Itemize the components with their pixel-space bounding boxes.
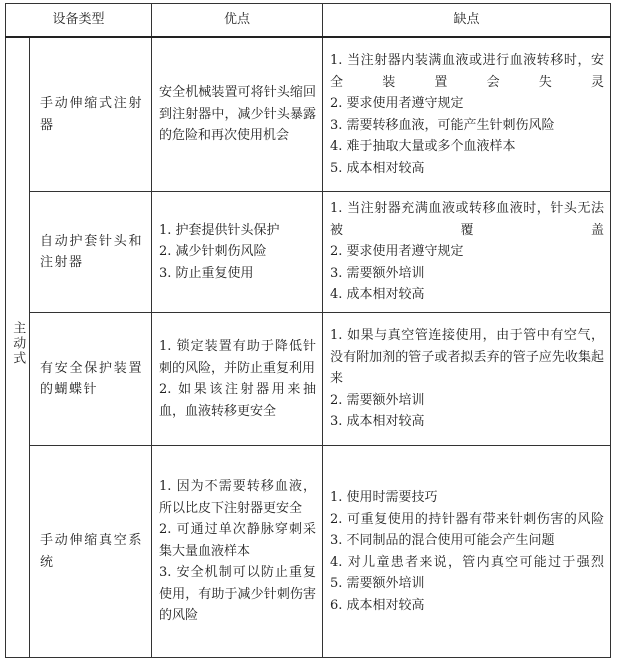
advantages-cell <box>152 313 323 446</box>
disadvantage-item: 3. 需要额外培训 <box>330 265 425 281</box>
header-advantages: 优点 <box>152 4 323 38</box>
advantage-item: 2. 减少针刺伤风险 <box>159 244 267 260</box>
disadvantages-cell <box>323 313 611 446</box>
disadvantage-item: 2. 要求使用者遵守规定 <box>330 244 464 260</box>
disadvantage-item: 5. 需要额外培训 <box>330 576 425 591</box>
table-body <box>6 37 611 658</box>
disadvantage-item: 4. 对儿童患者来说，管内真空可能过于强烈 <box>330 554 605 570</box>
device-name: 自动护套针头和注射器 <box>40 233 144 270</box>
disadvantages-cell <box>323 37 611 192</box>
disadvantage-item: 1. 当注射器充满血液或转移血液时，针头无法被覆盖 <box>330 201 605 238</box>
disadvantage-item: 1. 如果与真空管连接使用，由于管中有空气，没有附加剂的管子或者拟丢弃的管子应先收集起来 <box>330 328 605 387</box>
device-name-cell <box>30 446 152 658</box>
device-name-cell <box>30 37 152 192</box>
header-disadvantages: 缺点 <box>323 4 611 38</box>
disadvantage-item: 3. 需要转移血液，可能产生针刺伤风险 <box>330 117 555 133</box>
device-name: 手动伸缩真空系统 <box>40 533 144 570</box>
table-row <box>6 37 611 192</box>
disadvantage-item: 3. 不同制品的混合使用可能会产生问题 <box>330 533 555 548</box>
header-row <box>6 4 611 38</box>
disadvantage-item: 1. 使用时需要技巧 <box>330 490 438 505</box>
disadvantage-item: 5. 成本相对较高 <box>330 160 425 176</box>
disadvantage-item: 4. 难于抽取大量或多个血液样本 <box>330 139 516 154</box>
advantage-item: 安全机械装置可将针头缩回到注射器中，减少针头暴露的危险和再次使用机会 <box>159 85 317 144</box>
advantage-item: 1. 护套提供针头保护 <box>159 222 280 238</box>
disadvantage-item: 1. 当注射器内装满血液或进行血液转移时，安全装置会失灵 <box>330 53 605 90</box>
disadvantage-item: 2. 需要额外培训 <box>330 392 425 408</box>
disadvantages-cell <box>323 446 611 658</box>
table-row <box>6 313 611 446</box>
disadvantage-item: 6. 成本相对较高 <box>330 597 425 613</box>
table-row <box>6 446 611 658</box>
device-name-cell <box>30 192 152 313</box>
disadvantage-item: 2. 要求使用者遵守规定 <box>330 96 464 111</box>
advantages-cell <box>152 446 323 658</box>
disadvantages-cell <box>323 192 611 313</box>
advantages-cell <box>152 192 323 313</box>
category-cell <box>6 37 30 658</box>
disadvantage-item: 4. 成本相对较高 <box>330 287 425 303</box>
advantage-item: 3. 防止重复使用 <box>159 265 254 281</box>
device-name: 手动伸缩式注射器 <box>40 96 144 133</box>
device-comparison-table <box>5 3 611 658</box>
disadvantage-item: 2. 可重复使用的持针器有带来针刺伤害的风险 <box>330 511 605 527</box>
advantages-cell <box>152 37 323 192</box>
advantage-item: 1. 锁定装置有助于降低针刺的风险，并防止重复利用 <box>159 339 317 376</box>
category-label: 主动式 <box>10 321 26 367</box>
device-name-cell <box>30 313 152 446</box>
device-name: 有安全保护装置的蝴蝶针 <box>40 360 144 397</box>
disadvantage-item: 3. 成本相对较高 <box>330 414 425 430</box>
table-row <box>6 192 611 313</box>
advantage-item: 2. 如果该注射器用来抽血，血液转移更安全 <box>159 382 317 419</box>
table-header <box>6 4 611 38</box>
advantage-item: 2. 可通过单次静脉穿刺采集大量血液样本 <box>159 522 317 559</box>
advantage-item: 1. 因为不需要转移血液，所以比皮下注射器更安全 <box>159 479 317 516</box>
advantage-item: 3. 安全机制可以防止重复使用，有助于减少针刺伤害的风险 <box>159 565 317 624</box>
header-device-type: 设备类型 <box>6 4 152 38</box>
